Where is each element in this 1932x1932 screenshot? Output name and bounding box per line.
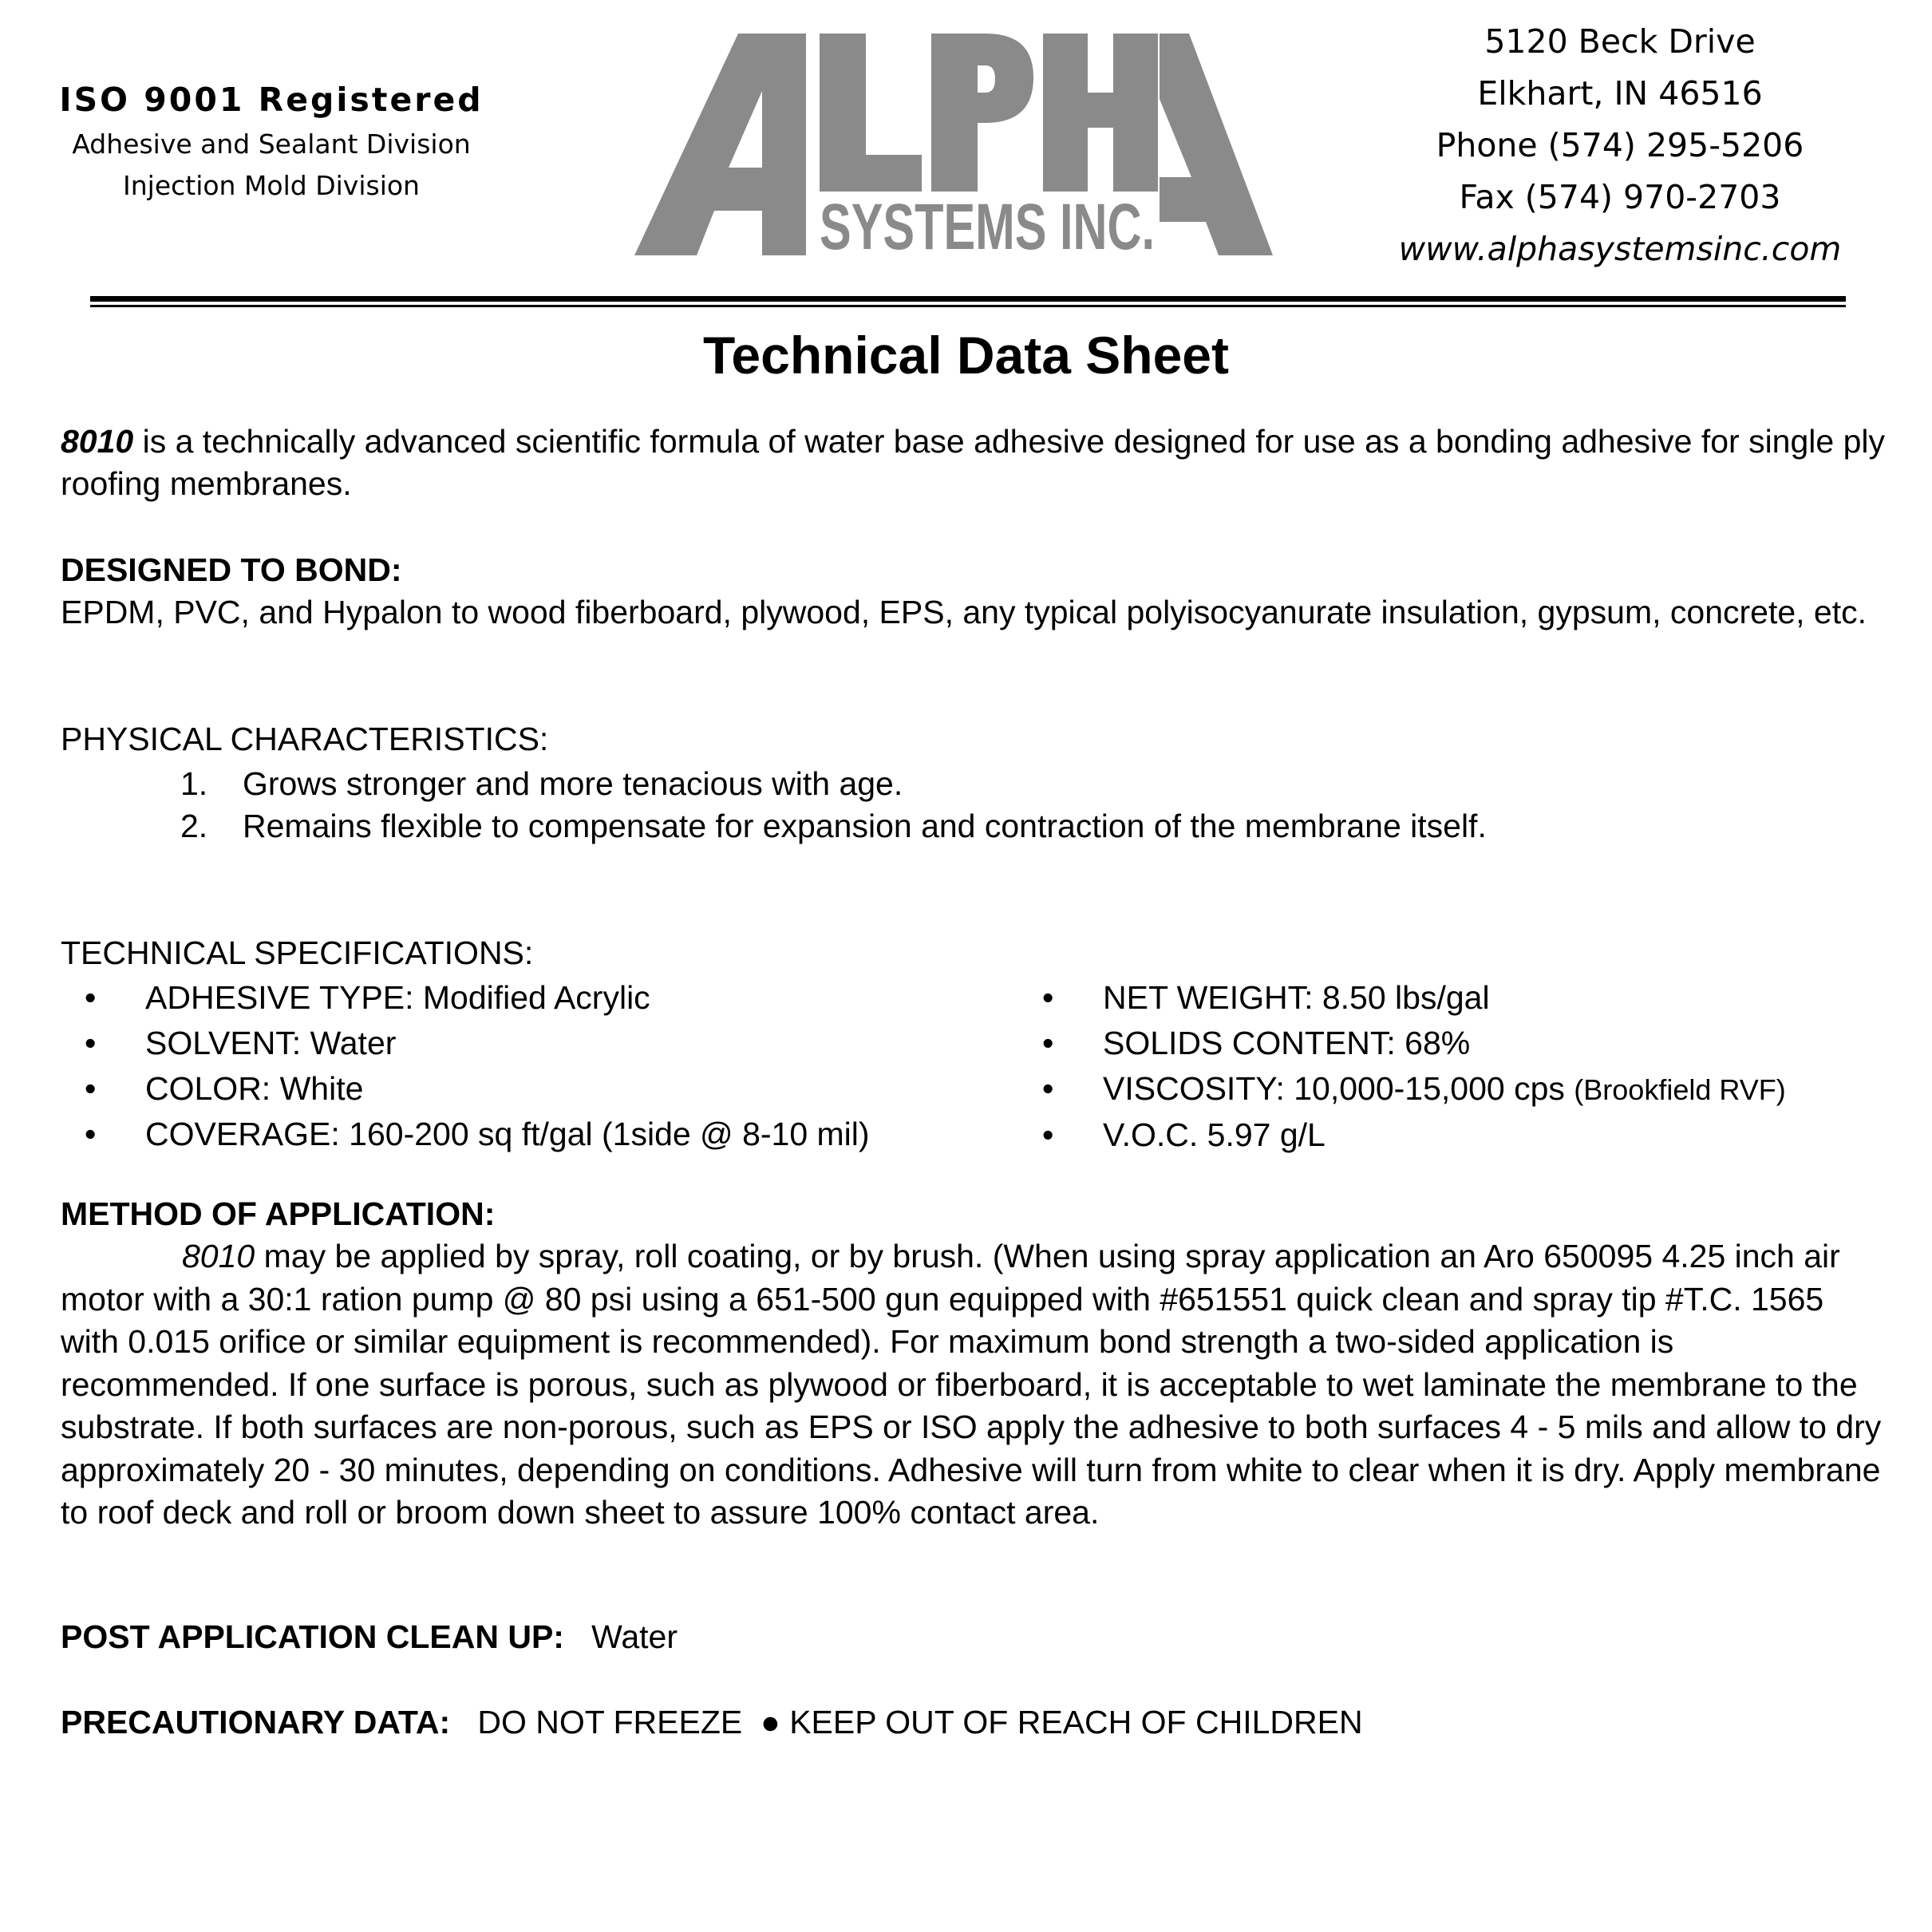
cleanup-section xyxy=(61,1616,1888,1658)
spec-item: • COLOR: White xyxy=(85,1070,364,1107)
cleanup-value: Water xyxy=(591,1618,678,1655)
specs-heading: TECHNICAL SPECIFICATIONS: xyxy=(61,934,534,971)
method-paragraph xyxy=(61,1235,1888,1535)
spec-item: • SOLVENT: Water xyxy=(85,1025,397,1061)
list-item: 1. Grows stronger and more tenacious with age. xyxy=(180,765,903,802)
physical-list xyxy=(180,763,1519,847)
product-code: 8010 xyxy=(182,1238,255,1274)
header-divider-thick xyxy=(90,296,1846,302)
spec-item: • VISCOSITY: 10,000-15,000 cps (Brookfield RVF) xyxy=(1042,1070,1786,1107)
division-adhesive: Adhesive and Sealant Division xyxy=(72,128,471,160)
page-title: Technical Data Sheet xyxy=(702,326,1229,385)
bullet-separator: ● xyxy=(761,1704,780,1740)
division-injection: Injection Mold Division xyxy=(123,170,420,201)
address-line-2: Elkhart, IN 46516 xyxy=(1477,74,1763,113)
precaution-section xyxy=(61,1701,1385,1744)
method-text: may be applied by spray, roll coating, or by brush. (When using spray application an Aro 650095 4.25 inch air motor with a 30:1 ration pump @ 80 psi using a 651-500 gun equipped with #651551 quick clean and spray tip #T.C. 1565 with 0.015 orifice or similar equipment is recommended). For maximum bond strength a two-sided application is recommended. If one surface is porous, such as plywood or fiberboard, it is acceptable to wet laminate the membrane to the substrate. If both surfaces are non-porous, such as EPS or ISO apply the adhesive to both surfaces 4 - 5 mils and allow to dry approximately 20 - 30 minutes, depending on conditions. Adhesive will turn from white to clear when it is dry. Apply membrane to roof deck and roll or broom down sheet to assure 100% contact area. xyxy=(61,1238,1882,1531)
list-item: 2. Remains flexible to compensate for expansion and contraction of the membrane itself. xyxy=(180,808,1487,844)
physical-heading: PHYSICAL CHARACTERISTICS: xyxy=(61,721,549,757)
header-left xyxy=(48,76,495,207)
website-link[interactable]: www.alphasystemsinc.com xyxy=(1398,230,1842,268)
specs-left-column xyxy=(62,975,870,1157)
cleanup-heading: POST APPLICATION CLEAN UP: xyxy=(61,1618,564,1655)
logo-subtitle: SYSTEMS INC. xyxy=(820,191,1155,261)
product-code: 8010 xyxy=(61,423,134,460)
specs-right-column xyxy=(1020,975,1786,1158)
designed-to-bond-heading: DESIGNED TO BOND: xyxy=(61,551,402,588)
designed-to-bond-text: EPDM, PVC, and Hypalon to wood fiberboard, plywood, EPS, any typical polyisocyanurate insulation, gypsum, concrete, etc. xyxy=(61,594,1867,630)
method-heading: METHOD OF APPLICATION: xyxy=(61,1195,496,1232)
address-line-1: 5120 Beck Drive xyxy=(1484,22,1756,61)
spec-item: • NET WEIGHT: 8.50 lbs/gal xyxy=(1042,979,1490,1016)
fax-number: Fax (574) 970-2703 xyxy=(1459,178,1781,216)
header-contact xyxy=(1357,16,1883,275)
intro-text: is a technically advanced scientific formula of water base adhesive designed for use as a bonding adhesive for single ply roofing membranes. xyxy=(61,423,1885,502)
precaution-children: KEEP OUT OF REACH OF CHILDREN xyxy=(789,1704,1363,1740)
viscosity-note: (Brookfield RVF) xyxy=(1574,1073,1786,1106)
spec-item: • SOLIDS CONTENT: 68% xyxy=(1042,1025,1471,1061)
designed-to-bond-section xyxy=(61,549,1888,634)
iso-registration: ISO 9001 Registered xyxy=(59,81,484,119)
spec-item: • COVERAGE: 160-200 sq ft/gal (1side @ 8-10 mil) xyxy=(85,1116,870,1152)
spec-item: • ADHESIVE TYPE: Modified Acrylic xyxy=(85,979,650,1016)
header-divider-thin xyxy=(90,305,1846,307)
precaution-freeze: DO NOT FREEZE xyxy=(477,1704,743,1740)
precaution-heading: PRECAUTIONARY DATA: xyxy=(61,1704,451,1740)
alpha-systems-logo xyxy=(634,34,1273,261)
phone-number: Phone (574) 295-5206 xyxy=(1436,126,1804,164)
intro-paragraph xyxy=(61,421,1888,505)
spec-item: • V.O.C. 5.97 g/L xyxy=(1042,1116,1326,1153)
